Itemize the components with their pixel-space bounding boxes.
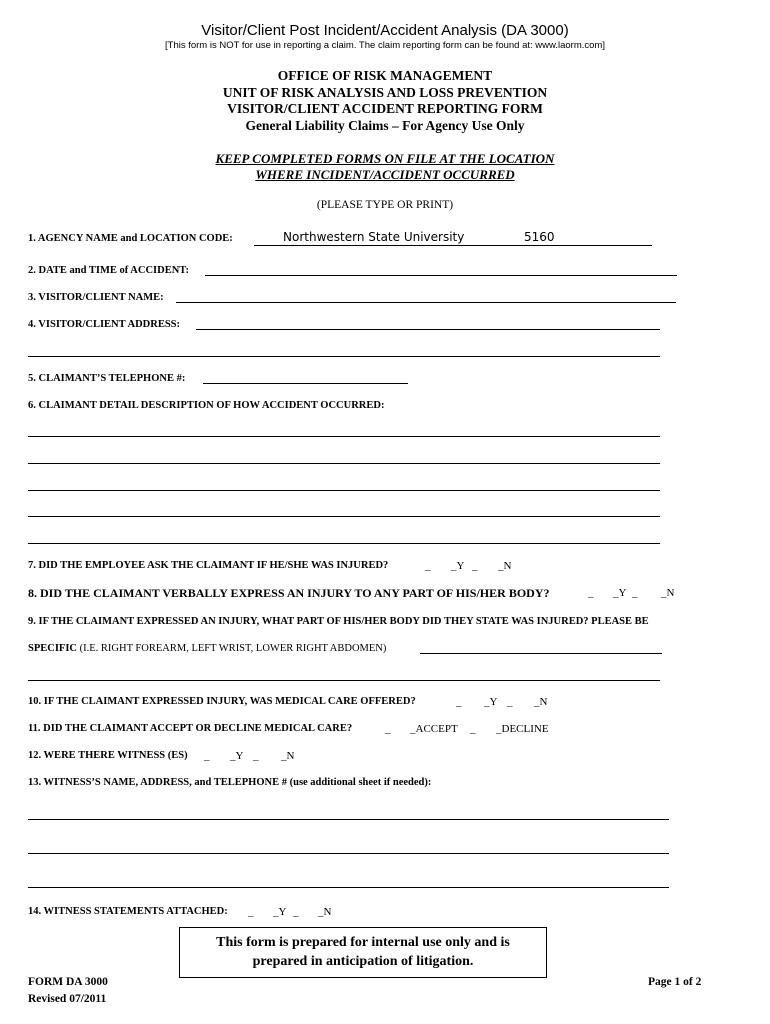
question-7-blank-2: _ [472,560,478,572]
scope-heading: General Liability Claims – For Agency Use Only [245,118,525,133]
question-12-no[interactable]: _N [281,750,295,762]
question-7-yes[interactable]: _Y [451,560,465,572]
visitor-address-label: 4. VISITOR/CLIENT ADDRESS: [28,319,181,330]
question-11-decline[interactable]: _DECLINE [496,723,549,735]
question-12-yes[interactable]: _Y [230,750,244,762]
visitor-name-label: 3. VISITOR/CLIENT NAME: [28,292,164,303]
question-8-no[interactable]: _N [661,587,675,599]
internal-use-notice [179,927,547,978]
question-14-no[interactable]: _N [318,906,332,918]
page-number: Page 1 of 2 [648,976,702,988]
question-13-label: 13. WITNESS’S NAME, ADDRESS, and TELEPHONE # (use additional sheet if needed): [28,777,432,788]
witness-line-2[interactable] [28,853,669,854]
notice-line-2: prepared in anticipation of litigation. [252,954,474,969]
question-10-blank-2: _ [507,696,513,708]
visitor-address-field-line-2[interactable] [28,356,660,357]
question-8-blank-2: _ [632,587,638,599]
description-line-2[interactable] [28,463,660,464]
question-7-blank: _ [425,560,431,572]
question-9-field[interactable] [420,653,662,654]
type-or-print-instruction: (PLEASE TYPE OR PRINT) [316,199,454,211]
witness-line-3[interactable] [28,887,669,888]
question-9-example: (I.E. RIGHT FOREARM, LEFT WRIST, LOWER RIGHT ABDOMEN) [79,643,387,654]
unit-heading: UNIT OF RISK ANALYSIS AND LOSS PREVENTION [222,85,548,100]
form-subtitle: [This form is NOT for use in reporting a claim. The claim reporting form can be found at: www.laorm.com] [165,40,605,51]
agency-label: 1. AGENCY NAME and LOCATION CODE: [28,233,233,244]
question-10-no[interactable]: _N [534,696,548,708]
description-line-1[interactable] [28,436,660,437]
question-10-yes[interactable]: _Y [484,696,498,708]
date-time-label: 2. DATE and TIME of ACCIDENT: [28,265,190,276]
question-10-blank: _ [456,696,462,708]
question-14-label: 14. WITNESS STATEMENTS ATTACHED: [28,906,228,917]
question-14-blank: _ [248,906,254,918]
revision-date: Revised 07/2011 [28,993,107,1005]
notice-line-1: This form is prepared for internal use only and is [216,935,510,950]
visitor-name-field[interactable] [176,302,676,303]
description-line-4[interactable] [28,516,660,517]
question-14-yes[interactable]: _Y [273,906,287,918]
question-8-blank: _ [588,587,594,599]
date-time-field[interactable] [205,275,677,276]
description-line-3[interactable] [28,490,660,491]
agency-name-field[interactable]: Northwestern State University [283,230,465,244]
question-8-yes[interactable]: _Y [613,587,627,599]
question-11-blank: _ [385,723,391,735]
question-9-specific-row [28,643,386,654]
telephone-field[interactable] [203,383,408,384]
question-9-specific-word: SPECIFIC [28,643,78,654]
witness-line-1[interactable] [28,819,669,820]
description-line-5[interactable] [28,543,660,544]
keep-forms-line-2: WHERE INCIDENT/ACCIDENT OCCURRED [255,167,515,182]
description-label: 6. CLAIMANT DETAIL DESCRIPTION OF HOW ACCIDENT OCCURRED: [28,400,385,411]
form-name-heading: VISITOR/CLIENT ACCIDENT REPORTING FORM [227,101,543,116]
agency-underline [254,245,652,246]
office-heading: OFFICE OF RISK MANAGEMENT [277,68,493,83]
keep-forms-line-1: KEEP COMPLETED FORMS ON FILE AT THE LOCATION [215,151,555,166]
question-7-label: 7. DID THE EMPLOYEE ASK THE CLAIMANT IF HE/SHE WAS INJURED? [28,560,389,571]
question-12-blank: _ [204,750,210,762]
question-11-label: 11. DID THE CLAIMANT ACCEPT OR DECLINE MEDICAL CARE? [28,723,353,734]
question-7-no[interactable]: _N [498,560,512,572]
question-14-blank-2: _ [293,906,299,918]
question-12-label: 12. WERE THERE WITNESS (ES) [28,750,188,761]
telephone-label: 5. CLAIMANT’S TELEPHONE #: [28,373,186,384]
question-11-accept[interactable]: _ACCEPT [410,723,458,735]
question-11-blank-2: _ [470,723,476,735]
question-10-label: 10. IF THE CLAIMANT EXPRESSED INJURY, WAS MEDICAL CARE OFFERED? [28,696,416,707]
visitor-address-field[interactable] [196,329,660,330]
location-code-field[interactable]: 5160 [524,230,555,244]
question-9-field-line-2[interactable] [28,680,660,681]
form-title: Visitor/Client Post Incident/Accident Analysis (DA 3000) [201,22,569,39]
question-9-label: 9. IF THE CLAIMANT EXPRESSED AN INJURY, WHAT PART OF HIS/HER BODY DID THEY STATE WAS INJURED? PLEASE BE [28,616,649,627]
question-8-label: 8. DID THE CLAIMANT VERBALLY EXPRESS AN INJURY TO ANY PART OF HIS/HER BODY? [28,586,550,600]
form-number: FORM DA 3000 [28,976,108,988]
question-12-blank-2: _ [253,750,259,762]
